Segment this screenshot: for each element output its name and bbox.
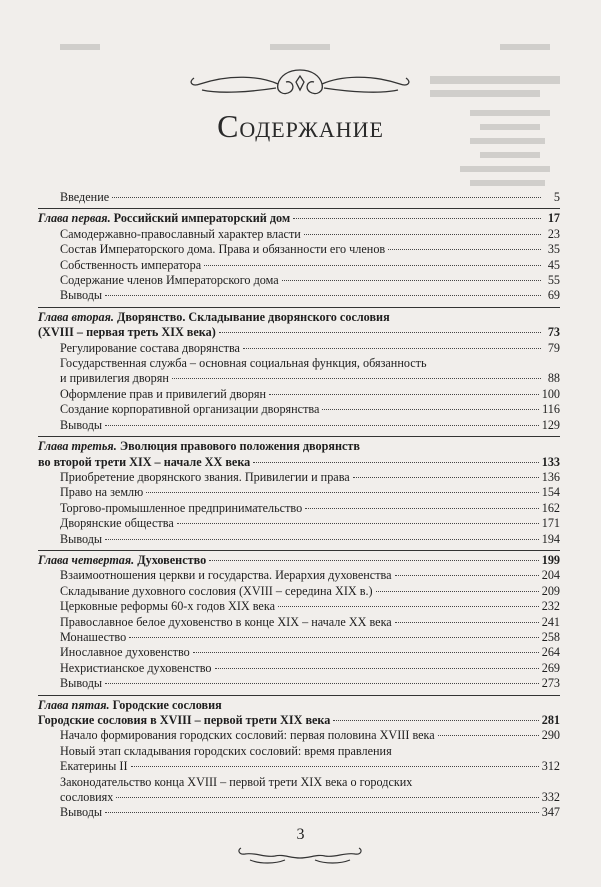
toc-entry[interactable] bbox=[38, 532, 560, 547]
toc-entry[interactable] bbox=[38, 630, 560, 645]
dot-leader bbox=[282, 280, 541, 281]
page-ref: 69 bbox=[547, 288, 560, 303]
page-ref: 5 bbox=[553, 190, 560, 204]
toc-entry[interactable] bbox=[38, 645, 560, 660]
bottom-ornament bbox=[225, 836, 375, 866]
toc-entry[interactable] bbox=[38, 728, 560, 743]
dot-leader bbox=[105, 539, 539, 540]
toc-entry[interactable] bbox=[38, 775, 560, 790]
toc-entry[interactable] bbox=[38, 356, 560, 371]
page-ref: 258 bbox=[541, 629, 560, 644]
toc-entry-cont[interactable] bbox=[38, 790, 560, 805]
entry-title: Состав Императорского дома. Права и обязанности его членов bbox=[60, 242, 386, 257]
chapter-divider bbox=[38, 550, 560, 551]
page-ref: 129 bbox=[541, 417, 560, 432]
page-ref: 290 bbox=[541, 728, 560, 743]
toc-chapter-cont[interactable] bbox=[38, 325, 560, 340]
toc-entry[interactable] bbox=[38, 470, 560, 485]
page-ref: 154 bbox=[541, 485, 560, 500]
dot-leader bbox=[105, 295, 541, 296]
entry-title: Монашество bbox=[60, 629, 127, 644]
dot-leader bbox=[388, 249, 541, 250]
page-ref: 88 bbox=[547, 371, 560, 386]
chapter-title: Дворянство. Складывание дворянского сословия bbox=[116, 309, 390, 324]
toc-entry[interactable] bbox=[38, 190, 560, 205]
entry-title: Регулирование состава дворянства bbox=[60, 340, 240, 355]
toc-chapter-cont[interactable] bbox=[38, 713, 560, 728]
page-ref: 35 bbox=[547, 242, 560, 257]
toc-entry[interactable] bbox=[38, 599, 560, 614]
chapter-title-cont: Городские сословия в XVIII – первой трети XIX века bbox=[38, 713, 331, 727]
entry-title: Выводы bbox=[60, 676, 103, 691]
table-of-contents bbox=[38, 190, 560, 821]
dot-leader bbox=[395, 622, 539, 623]
chapter-label: Глава пятая. bbox=[38, 697, 110, 712]
entry-title: Выводы bbox=[60, 805, 103, 820]
chapter-title: Городские сословия bbox=[112, 697, 222, 712]
page-ref: 17 bbox=[547, 211, 560, 226]
dot-leader bbox=[204, 265, 541, 266]
entry-title: Государственная служба – основная социальная функция, обязанность bbox=[60, 356, 427, 371]
dot-leader bbox=[177, 523, 539, 524]
toc-chapter[interactable] bbox=[38, 698, 560, 713]
entry-title: Православное белое духовенство в конце XIX – начале XX века bbox=[60, 614, 392, 629]
page-number: 3 bbox=[296, 826, 305, 843]
entry-title: Выводы bbox=[60, 417, 103, 432]
toc-entry[interactable] bbox=[38, 485, 560, 500]
entry-title-cont: и привилегия дворян bbox=[60, 371, 169, 386]
toc-entry[interactable] bbox=[38, 744, 560, 759]
page-ref: 264 bbox=[541, 645, 560, 660]
page-ref: 269 bbox=[541, 660, 560, 675]
page-ref: 241 bbox=[541, 614, 560, 629]
page-ref: 347 bbox=[541, 805, 560, 820]
dot-leader bbox=[438, 735, 539, 736]
page-ref: 312 bbox=[541, 759, 560, 774]
dot-leader bbox=[105, 683, 539, 684]
dot-leader bbox=[172, 378, 541, 379]
dot-leader bbox=[304, 234, 541, 235]
entry-title: Собственность императора bbox=[60, 257, 202, 272]
entry-title: Складывание духовного сословия (XVIII – середина XIX в.) bbox=[60, 583, 373, 598]
page-ref: 199 bbox=[541, 552, 560, 567]
toc-entry[interactable] bbox=[38, 242, 560, 257]
dot-leader bbox=[129, 637, 539, 638]
entry-title: Торгово-промышленное предпринимательство bbox=[60, 500, 303, 515]
chapter-divider bbox=[38, 695, 560, 696]
dot-leader bbox=[376, 591, 539, 592]
chapter-divider bbox=[38, 436, 560, 437]
dot-leader bbox=[219, 332, 541, 333]
chapter-title: Российский императорский дом bbox=[113, 211, 291, 226]
page-title: Содержание bbox=[217, 108, 384, 144]
toc-entry[interactable] bbox=[38, 273, 560, 288]
entry-title: Выводы bbox=[60, 288, 103, 303]
entry-title: Самодержавно-православный характер власти bbox=[60, 226, 301, 241]
chapter-divider bbox=[38, 307, 560, 308]
entry-title: Создание корпоративной организации дворянства bbox=[60, 402, 320, 417]
dot-leader bbox=[105, 425, 539, 426]
page-ref: 281 bbox=[541, 713, 560, 727]
toc-chapter[interactable] bbox=[38, 553, 560, 568]
toc-entry[interactable] bbox=[38, 227, 560, 242]
entry-title: Содержание членов Императорского дома bbox=[60, 273, 279, 288]
entry-title: Церковные реформы 60-х годов XIX века bbox=[60, 599, 275, 614]
page-ref: 162 bbox=[541, 500, 560, 515]
entry-title: Оформление прав и привилегий дворян bbox=[60, 386, 266, 401]
dot-leader bbox=[322, 409, 539, 410]
entry-title-cont: сословиях bbox=[60, 790, 114, 805]
toc-entry[interactable] bbox=[38, 805, 560, 820]
dot-leader bbox=[116, 797, 538, 798]
dot-leader bbox=[146, 492, 539, 493]
page-ref: 23 bbox=[547, 226, 560, 241]
toc-entry[interactable] bbox=[38, 402, 560, 417]
page-ref: 73 bbox=[547, 325, 560, 340]
dot-leader bbox=[105, 812, 539, 813]
entry-title: Право на землю bbox=[60, 485, 144, 500]
toc-entry[interactable] bbox=[38, 676, 560, 691]
chapter-title-cont: во второй трети XIX – начале XX века bbox=[38, 454, 251, 469]
dot-leader bbox=[305, 508, 539, 509]
dot-leader bbox=[353, 477, 539, 478]
chapter-divider bbox=[38, 208, 560, 209]
dot-leader bbox=[131, 766, 539, 767]
dot-leader bbox=[253, 462, 538, 463]
toc-entry[interactable] bbox=[38, 584, 560, 599]
toc-entry[interactable] bbox=[38, 615, 560, 630]
entry-title: Приобретение дворянского звания. Привилегии и права bbox=[60, 469, 350, 484]
page-ref: 136 bbox=[541, 469, 560, 484]
page-ref: 273 bbox=[541, 676, 560, 691]
chapter-label: Глава первая. bbox=[38, 211, 111, 226]
entry-title: Взаимоотношения церкви и государства. Иерархия духовенства bbox=[60, 568, 392, 583]
dot-leader bbox=[215, 668, 539, 669]
entry-title: Начало формирования городских сословий: первая половина XVIII века bbox=[60, 728, 435, 743]
toc-entry[interactable] bbox=[38, 501, 560, 516]
toc-entry[interactable] bbox=[38, 568, 560, 583]
page-ref: 116 bbox=[542, 402, 560, 417]
page-ref: 232 bbox=[541, 599, 560, 614]
page-ref: 45 bbox=[547, 257, 560, 272]
dot-leader bbox=[243, 348, 541, 349]
page-ref: 55 bbox=[547, 273, 560, 288]
entry-title: Выводы bbox=[60, 531, 103, 546]
entry-title-cont: Екатерины II bbox=[60, 759, 128, 774]
page-ref: 100 bbox=[541, 386, 560, 401]
toc-chapter[interactable] bbox=[38, 439, 560, 454]
page-ref: 332 bbox=[541, 790, 560, 805]
entry-title: Инославное духовенство bbox=[60, 645, 190, 660]
dot-leader bbox=[112, 197, 541, 198]
toc-entry[interactable] bbox=[38, 661, 560, 676]
toc-entry[interactable] bbox=[38, 516, 560, 531]
toc-chapter[interactable] bbox=[38, 211, 560, 226]
toc-entry-cont[interactable] bbox=[38, 759, 560, 774]
dot-leader bbox=[209, 560, 539, 561]
chapter-label: Глава третья. bbox=[38, 439, 117, 454]
page-ref: 194 bbox=[541, 531, 560, 546]
dot-leader bbox=[278, 606, 539, 607]
dot-leader bbox=[395, 575, 539, 576]
top-ornament bbox=[180, 62, 420, 102]
page-ref: 204 bbox=[541, 568, 560, 583]
page-ref: 133 bbox=[541, 454, 560, 469]
dot-leader bbox=[333, 720, 538, 721]
toc-entry[interactable] bbox=[38, 341, 560, 356]
chapter-title: Эволюция правового положения дворянств bbox=[119, 439, 360, 454]
chapter-label: Глава четвертая. bbox=[38, 552, 135, 567]
toc-entry[interactable] bbox=[38, 418, 560, 433]
entry-title: Законодательство конца XVIII – первой трети XIX века о городских bbox=[60, 774, 413, 789]
entry-title: Новый этап складывания городских сословий: время правления bbox=[60, 743, 392, 758]
toc-entry-cont[interactable] bbox=[38, 371, 560, 386]
page-ref: 79 bbox=[547, 340, 560, 355]
page-ref: 209 bbox=[541, 583, 560, 598]
dot-leader bbox=[293, 218, 541, 219]
entry-title: Введение bbox=[60, 190, 110, 204]
toc-chapter[interactable] bbox=[38, 310, 560, 325]
toc-chapter-cont[interactable] bbox=[38, 455, 560, 470]
page-ref: 171 bbox=[541, 516, 560, 531]
toc-entry[interactable] bbox=[38, 288, 560, 303]
chapter-title-cont: (XVIII – первая треть XIX века) bbox=[38, 325, 216, 340]
entry-title: Дворянские общества bbox=[60, 516, 174, 531]
chapter-title: Духовенство bbox=[137, 552, 207, 567]
dot-leader bbox=[193, 652, 539, 653]
dot-leader bbox=[269, 394, 539, 395]
entry-title: Нехристианское духовенство bbox=[60, 660, 212, 675]
chapter-label: Глава вторая. bbox=[38, 309, 114, 324]
toc-entry[interactable] bbox=[38, 387, 560, 402]
toc-entry[interactable] bbox=[38, 258, 560, 273]
